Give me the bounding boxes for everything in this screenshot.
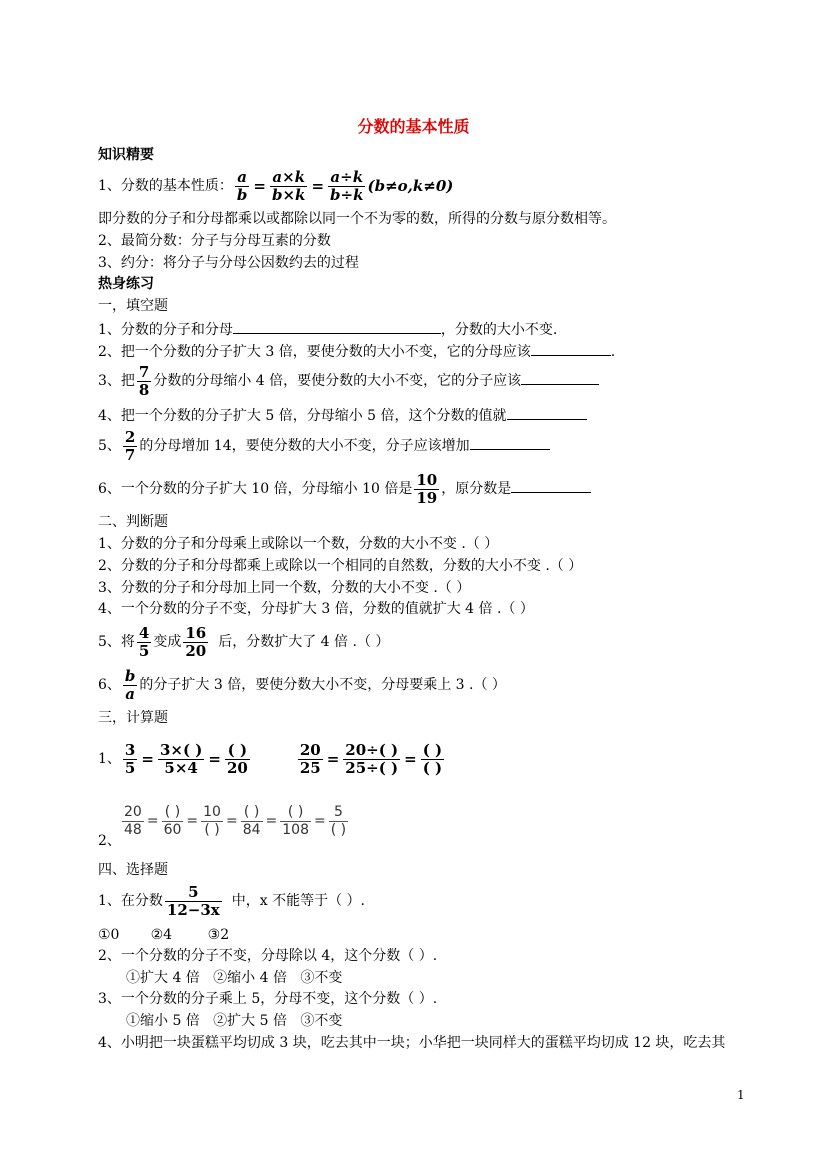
- fraction-b-a: $\frac{b}{a}$: [124, 666, 136, 703]
- choice-question-1-options: ①0 ②4 ③2: [98, 927, 230, 943]
- page-title: 分数的基本性质: [357, 117, 470, 136]
- fraction-10-19: $\frac{10}{19}$: [416, 470, 438, 507]
- choice-question-4: 4、小明把一块蛋糕平均切成 3 块，吃去其中一块；小华把一块同样大的蛋糕平均切成 12 块，吃去其: [98, 1035, 726, 1051]
- chain-fraction: $\frac{20}{48}$: [124, 803, 142, 838]
- fill-question-3: 3、把 $\frac{7}{8}$ 分数的分母缩小 4 倍，要使分数的大小不变，它的分子应该: [98, 361, 599, 401]
- judge-question-2: 2、分数的分子和分母都乘上或除以一个相同的自然数，分数的大小不变 .（ ）: [98, 558, 583, 574]
- answer-blank[interactable]: [531, 341, 611, 356]
- fraction-reduce: $\frac{20\div( )}{25\div( )}$: [345, 740, 399, 777]
- formula-fraction-multiply: $\frac{a\times k}{b\times k}$: [272, 167, 306, 204]
- warmup-heading: 热身练习: [98, 276, 154, 292]
- knowledge-item-2: 2、最简分数：分子与分母互素的分数: [98, 233, 331, 249]
- calc-question-2-label: 2、: [98, 833, 121, 849]
- chain-fraction: $\frac{5}{( )}$: [330, 803, 347, 838]
- fill-question-5: 5、 $\frac{2}{7}$ 的分母增加 14，要使分数的大小不变，分子应该增加: [98, 426, 550, 466]
- section1-heading: 一，填空题: [98, 298, 168, 314]
- fraction-5-over-12-3x: $\frac{5}{12-3x}$: [166, 882, 220, 919]
- equals-sign: =: [253, 177, 266, 195]
- chain-fraction: $\frac{( )}{108}$: [282, 803, 309, 838]
- formula-condition: (b≠o,k≠0): [367, 177, 454, 195]
- fraction-expand: $\frac{3\times( )}{5\times 4}$: [159, 740, 203, 777]
- knowledge-heading: 知识精要: [98, 147, 154, 163]
- knowledge-explain: 即分数的分子和分母都乘以或都除以同一个不为零的数，所得的分数与原分数相等。: [98, 211, 616, 227]
- fraction-2-7: $\frac{2}{7}$: [124, 427, 136, 464]
- answer-blank[interactable]: [521, 370, 599, 385]
- choice-question-3-options: ①缩小 5 倍 ②扩大 5 倍 ③不变: [126, 1013, 343, 1029]
- page-number: 1: [737, 1088, 745, 1102]
- judge-question-6: 6、 $\frac{b}{a}$ 的分子扩大 3 倍，要使分数大小不变，分母要乘上 3 .（ ）: [98, 666, 506, 703]
- choice-question-2-options: ①扩大 4 倍 ②缩小 4 倍 ③不变: [126, 970, 343, 986]
- judge-question-4: 4、一个分数的分子不变，分母扩大 3 倍，分数的值就扩大 4 倍 .（ ）: [98, 601, 534, 617]
- formula-fraction-divide: $\frac{a\div k}{b\div k}$: [330, 167, 364, 204]
- choice-question-1: 1、在分数 $\frac{5}{12-3x}$ 中，x 不能等于（ ）.: [98, 882, 365, 919]
- judge-question-5: 5、将 $\frac{4}{5}$ 变成 $\frac{16}{20}$ 后，分数扩大了 4 倍 .（ ）: [98, 623, 390, 660]
- choice-question-2: 2、一个分数的分子不变，分母除以 4，这个分数（ ）.: [98, 948, 438, 964]
- knowledge-item-1-prefix: 1、分数的基本性质：: [98, 178, 233, 194]
- fill-question-4: 4、把一个分数的分子扩大 5 倍，分母缩小 5 倍，这个分数的值就: [98, 405, 587, 425]
- judge-question-3: 3、分数的分子和分母加上同一个数，分数的大小不变 .（ ）: [98, 580, 471, 596]
- chain-fraction: $\frac{10}{( )}$: [203, 803, 221, 838]
- fraction-answer-blank: $\frac{( )}{( )}$: [422, 740, 443, 777]
- section4-heading: 四、选择题: [98, 862, 168, 878]
- knowledge-item-1: [98, 166, 453, 206]
- fill-question-2: 2、把一个分数的分子扩大 3 倍，要使分数的大小不变，它的分母应该 .: [98, 341, 615, 361]
- calc-question-2-chain: $\frac{20}{48}$ = $\frac{( )}{60}$ = $\frac{10}{( )}$ = $\frac{( )}{84}$ = $\frac{( )}{108}$ = $\frac{5}{( )}$: [124, 803, 347, 838]
- fraction-20-25: $\frac{20}{25}$: [299, 740, 321, 777]
- chain-fraction: $\frac{( )}{84}$: [242, 803, 261, 838]
- fraction-answer-20: $\frac{( )}{20}$: [226, 740, 248, 777]
- answer-blank[interactable]: [233, 319, 441, 334]
- fill-question-1: 1、分数的分子和分母 ，分数的大小不变.: [98, 319, 557, 339]
- fraction-4-5: $\frac{4}{5}$: [138, 623, 150, 660]
- fill-question-6: 6、一个分数的分子扩大 10 倍，分母缩小 10 倍是 $\frac{10}{19}$ ，原分数是: [98, 469, 591, 509]
- fraction-3-5: $\frac{3}{5}$: [124, 740, 136, 777]
- fraction-7-8: $\frac{7}{8}$: [138, 362, 150, 399]
- calc-question-1: 1、 $\frac{3}{5}$ = $\frac{3\times( )}{5\times 4}$ = $\frac{( )}{20}$ $\frac{20}{25}$ = $\frac{20\div( )}{25\div( )}$ = $\frac{( )}{( )}$: [98, 740, 443, 777]
- judge-question-1: 1、分数的分子和分母乘上或除以一个数，分数的大小不变 .（ ）: [98, 536, 499, 552]
- equals-sign: =: [311, 177, 325, 195]
- answer-blank[interactable]: [470, 435, 550, 450]
- answer-blank[interactable]: [511, 478, 591, 493]
- section2-heading: 二、判断题: [98, 514, 168, 530]
- formula-fraction-a-b: $\frac{a}{b}$: [236, 167, 248, 204]
- chain-fraction: $\frac{( )}{60}$: [163, 803, 182, 838]
- answer-blank[interactable]: [507, 405, 587, 420]
- fraction-16-20: $\frac{16}{20}$: [185, 623, 207, 660]
- section3-heading: 三，计算题: [98, 710, 168, 726]
- choice-question-3: 3、一个分数的分子乘上 5，分母不变，这个分数（ ）.: [98, 991, 438, 1007]
- knowledge-item-3: 3、约分：将分子与分母公因数约去的过程: [98, 255, 359, 271]
